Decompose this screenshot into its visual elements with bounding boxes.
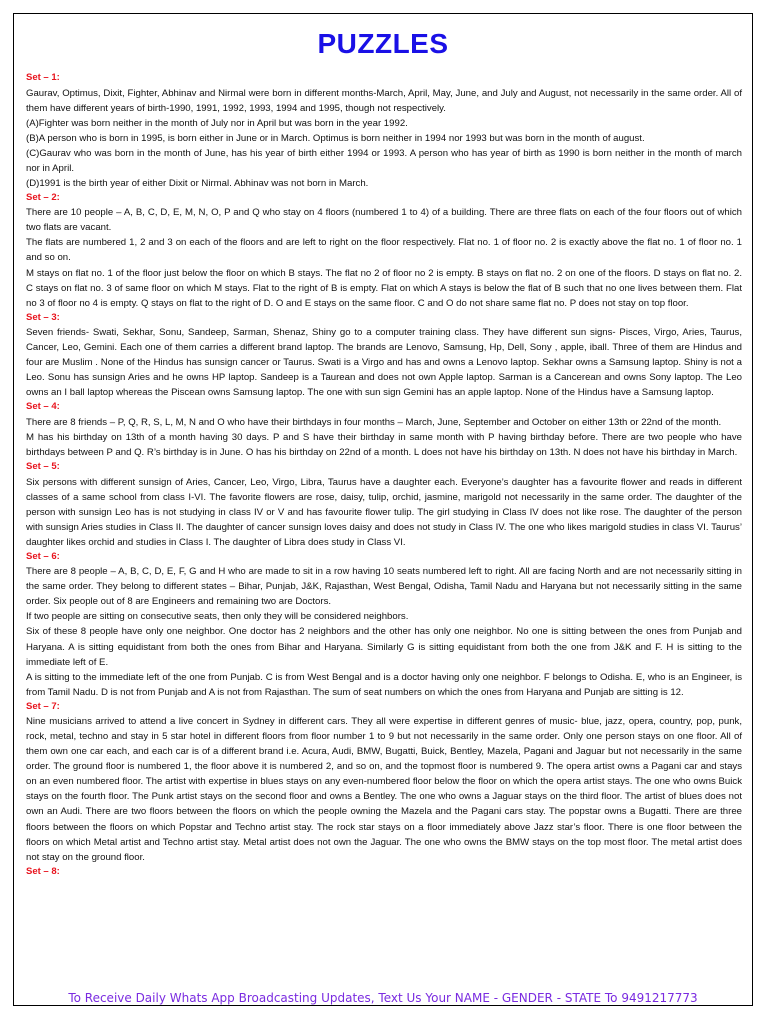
page-frame: [13, 13, 753, 1006]
set-heading: Set – 5:: [26, 461, 60, 473]
puzzle-set: [26, 191, 742, 311]
puzzle-set: [26, 400, 742, 460]
set-heading: Set – 3:: [26, 311, 60, 323]
puzzle-set: [26, 71, 742, 191]
set-paragraph: If two people are sitting on consecutive seats, then only they will be considered neighbors.: [26, 611, 409, 623]
footer-banner: To Receive Daily Whats App Broadcasting Updates, Text Us Your NAME - GENDER - STATE To 9491217773: [68, 991, 698, 1005]
set-paragraph: Nine musicians arrived to attend a live concert in Sydney in different cars. They all were expertise in different genres of music- blue, jazz, opera, country, pop, punk, rock, metal, techno and stay in 5 star hotel in different floors from floor number 1 to 9 but not necessarily in the same order. Only one person stays on one floor. All of them own one car each, and each car is of a different brand i.e. Acura, Audi, BMW, Bugatti, Buick, Bentley, Mazela, Pagani and Jaguar but not necessarily in the same order. The ground floor is numbered 1, the floor above it is numbered 2, and so on, and the topmost floor is numbered 9. The opera artist owns a Pagani car and stays on an even numbered floor. The artist with expertise in blues stays on any even-numbered floor below the floor on which the opera artist stays. The one who owns Buick stays on the fourth floor. The Punk artist stays on the second floor and owns a Bentley. The one who owns a Jaguar stays on the third floor. The artist of blues does not own an Audi. There are two floors between the floors on which the people owning the Mazela and the Pagani cars stay. The popstar owns a Bugatti. There are three floors between the floors on which Popstar and Techno artist stay. The rock star stays on a floor immediately above Jazz star’s floor. There is one floor between the floors on which Metal artist and Techno artist stay. Metal artist does not own the Jaguar. The one who owns the BMW stays on the top most floor. The metal artist does not stay on the ground floor.: [26, 716, 742, 863]
set-heading: Set – 6:: [26, 550, 60, 562]
set-heading: Set – 4:: [26, 401, 60, 413]
set-paragraph: (A)Fighter was born neither in the month of July nor in April but was born in the year 1992.: [26, 117, 408, 129]
set-heading: Set – 8:: [26, 865, 60, 877]
set-paragraph: Gaurav, Optimus, Dixit, Fighter, Abhinav and Nirmal were born in different months-March, April, May, June, and July and August, not necessarily in the same order. All of them have different years of birth-1990, 1991, 1992, 1993, 1994 and 1995, though not respectively.: [26, 87, 742, 114]
set-paragraph: Six persons with different sunsign of Aries, Cancer, Leo, Virgo, Libra, Taurus have a daughter each. Everyone’s daughter has a favourite flower and reads in different classes of a same school from class I-VI. The favorite flowers are rose, daisy, tulip, orchid, jasmine, marigold not necessarily in the same order. The daughter of the person with sunsign Leo has is not studying in class IV or V and has favourite flower tulip. The girl studying in Class IV does not like rose. The daughter of the person with sunsign Aries studies in Class II. The daughter of cancer sunsign loves daisy and does not study in Class IV. The one who likes marigold studies in class VI. Taurus’ daughter likes orchid and studies in Class I. The daughter of Libra does study in Class VI.: [26, 476, 742, 548]
set-paragraph: There are 10 people – A, B, C, D, E, M, N, O, P and Q who stay on 4 floors (numbered 1 to 4) of a building. There are three flats on each of the four floors out of which two flats are vacant.: [26, 207, 742, 234]
set-paragraph: M stays on flat no. 1 of the floor just below the floor on which B stays. The flat no 2 of floor no 2 is empty. B stays on flat no. 2 on one of the floors. D stays on flat no. 2. C stays on flat no. 3 of same floor on which M stays. Flat to the right of B is empty. Flat on which A stays is below the flat of B such that no one lives between them. Flat no 3 of floor no 4 is empty. Q stays on flat to the right of D. O and E stays on the same floor. C and O do not share same flat no. P does not stay on top floor.: [26, 267, 742, 309]
set-paragraph: (B)A person who is born in 1995, is born either in June or in March. Optimus is born neither in 1994 nor 1993 but was born in the month of august.: [26, 132, 645, 144]
set-paragraph: (D)1991 is the birth year of either Dixit or Nirmal. Abhinav was not born in March.: [26, 177, 369, 189]
set-heading: Set – 1:: [26, 72, 60, 83]
puzzle-set: [26, 311, 742, 401]
set-paragraph: There are 8 people – A, B, C, D, E, F, G and H who are made to sit in a row having 10 seats numbered left to right. All are facing North and are not necessarily sitting in the same order. They belong to different states – Bihar, Punjab, J&K, Rajasthan, West Bengal, Odisha, Tamil Nadu and Haryana but not necessarily sitting in the same order. Six people out of 8 are Engineers and remaining two are Doctors.: [26, 566, 742, 608]
set-heading: Set – 2:: [26, 191, 60, 203]
puzzle-set: [26, 550, 742, 700]
page-title: PUZZLES: [317, 28, 449, 59]
set-paragraph: (C)Gaurav who was born in the month of June, has his year of birth either 1994 or 1993. A person who has year of birth as 1990 is born neither in the month of march nor in April.: [26, 147, 742, 174]
set-paragraph: M has his birthday on 13th of a month having 30 days. P and S have their birthday in same month with P having birthday before. There are two people who have birthdays between P and Q. R’s birthday is in June. O has his birthday on 22nd of a month. L does not have his birthday on 13th. N does not have his birthday in March.: [26, 431, 742, 458]
set-paragraph: A is sitting to the immediate left of the one from Punjab. C is from West Bengal and is a doctor having only one neighbor. F belongs to Odisha. E, who is an Engineer, is from Tamil Nadu. D is not from Punjab and A is not from Rajasthan. The sum of seat numbers on which the ones from Haryana and Punjab are sitting is 12.: [26, 671, 742, 698]
set-paragraph: The flats are numbered 1, 2 and 3 on each of the floors and are left to right on the floor respectively. Flat no. 1 of floor no. 2 is exactly above the flat no. 1 of floor no. 1 and so on.: [26, 237, 742, 264]
set-paragraph: Six of these 8 people have only one neighbor. One doctor has 2 neighbors and the other has only one neighbor. No one is sitting between the ones from Punjab and Haryana. A is sitting equidistant from both the ones from Bihar and Haryana. Similarly G is sitting equidistant from both the one from J&K and F. H is sitting to the immediate left of E.: [26, 626, 742, 668]
set-heading: Set – 7:: [26, 700, 60, 712]
puzzle-set: [26, 700, 742, 865]
set-paragraph: There are 8 friends – P, Q, R, S, L, M, N and O who have their birthdays in four months – March, June, September and October on either 13th or 22nd of the month.: [26, 416, 722, 428]
puzzle-set: [26, 865, 742, 880]
puzzle-set: [26, 460, 742, 550]
set-paragraph: Seven friends- Swati, Sekhar, Sonu, Sandeep, Sarman, Shenaz, Shiny go to a computer training class. They have different sun signs- Pisces, Virgo, Aries, Taurus, Cancer, Leo, Gemini. Each one of them carries a different brand laptop. The brands are Lenovo, Samsung, Hp, Dell, Sony , apple, iball. Three of them are Hindus and four are Muslim . None of the Hindus has sunsign cancer or Taurus. Swati is a Virgo and has and owns a Lenovo laptop. Sekhar owns a Samsung laptop. Shiny is not a Leo. Sonu has sunsign Aries and he owns HP laptop. Sandeep is a Taurean and does not own Apple laptop. Sarman is a Cancerean and owns Sony laptop. The Leo owns an I ball laptop whereas the Piscean owns Samsung laptop. The one with sun sign Gemini has an apple laptop. None of the Hindus have a Samsung laptop.: [26, 327, 742, 399]
puzzle-sets: [14, 71, 752, 879]
